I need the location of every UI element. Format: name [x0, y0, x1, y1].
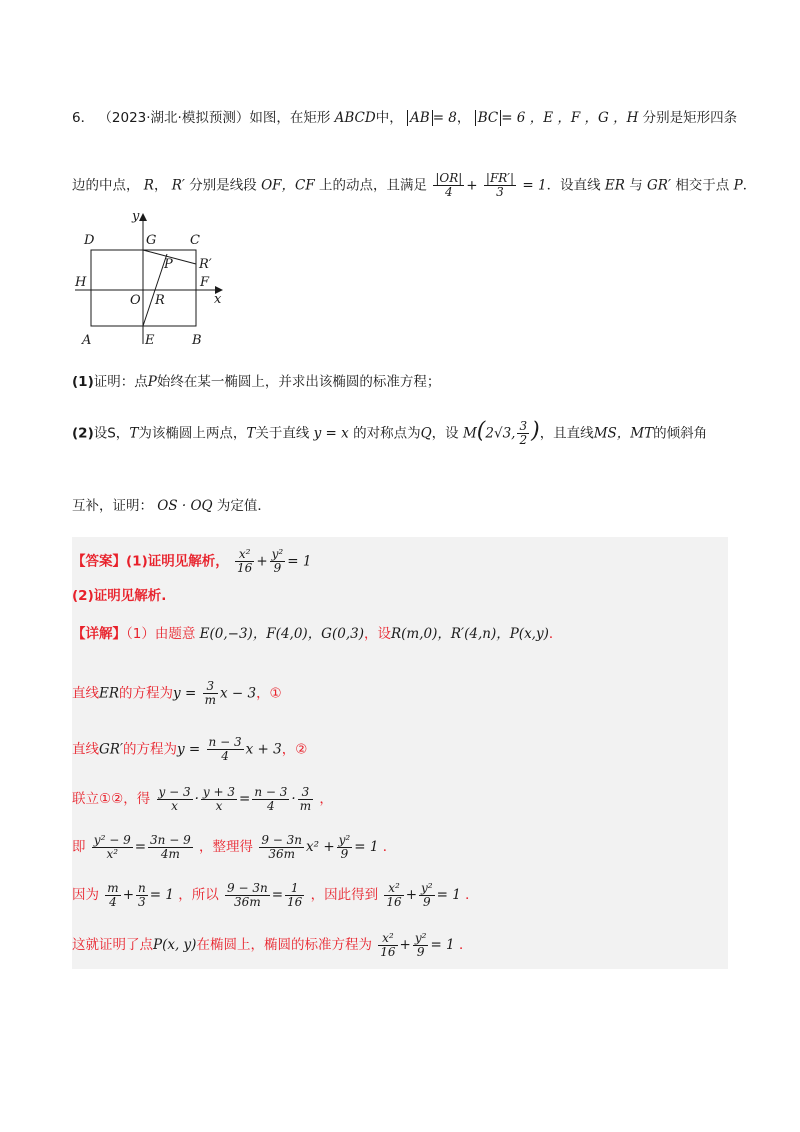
label-r-prime: R′: [199, 257, 212, 272]
math-p: ，P(x,y): [496, 626, 549, 642]
math-m-x: 2√3,: [485, 425, 516, 442]
math-q: Q: [420, 425, 432, 442]
fraction: $\frac{\text{y²}}{9}$: [414, 931, 427, 960]
fraction: $\frac{3}{2}$: [519, 419, 528, 448]
math-line: y = x: [313, 425, 349, 442]
label-f: F: [200, 275, 210, 290]
problem-text: 相交于点: [675, 177, 730, 194]
fraction: $\frac{\text{y²}}{9}$: [421, 881, 433, 910]
math-rp: R′: [171, 177, 185, 194]
part2-cont: [72, 496, 271, 516]
label-g: G: [146, 233, 157, 248]
fraction: $\frac{m}{4}$: [107, 881, 119, 910]
math-t: T: [129, 425, 139, 442]
problem-text: 为定值．: [216, 498, 271, 514]
fraction: $\frac{3n - 9}{4m}$: [150, 833, 191, 862]
math-p: P: [147, 374, 157, 390]
math-e: E(0,−3): [199, 626, 253, 642]
fraction: $\frac{9 - 3n}{36m}$: [261, 833, 302, 862]
math-er: ER: [604, 177, 625, 194]
problem-text: 的倾斜角: [653, 425, 708, 442]
problem-line-1: 6． （2023·湖北·模拟预测）如图，在矩形 ABCD中， AB = 8， BC = 6 ，E ，F ，G ，H 分别是矩形四条: [72, 110, 738, 126]
problem-text: 分别是线段: [189, 177, 257, 194]
math-eq: = 1: [287, 553, 312, 570]
fraction: $\frac{\text{y²}}{9}$: [271, 547, 284, 576]
fraction: $\frac{\text{y²}}{9}$: [338, 833, 351, 862]
fraction: $\frac{\text{x²}}{16}$: [237, 547, 253, 576]
math-eq6: = 6: [501, 110, 526, 126]
problem-text: 设S，: [93, 425, 130, 442]
detail-text: ．: [548, 626, 563, 642]
label-b: B: [192, 333, 202, 348]
problem-text: ，设: [431, 425, 459, 442]
math-p: P(x, y): [153, 937, 197, 954]
math-p: P: [733, 177, 743, 194]
problem-source: （2023·湖北·模拟预测）: [98, 110, 250, 126]
detail-tag: 【详解】: [72, 626, 126, 642]
math-cf: ，CF: [281, 177, 315, 194]
fraction: $\frac{n}{3}$: [138, 881, 146, 910]
problem-text: 如图，在矩形: [249, 110, 331, 126]
math-ab: AB: [407, 110, 433, 126]
label-r: R: [155, 293, 165, 308]
math-of: OF: [261, 177, 282, 194]
problem-text: 上的动点，且满足: [319, 177, 428, 194]
problem-text: 互补，证明：: [72, 498, 153, 514]
fraction: $\frac{\text{y² − 9}}{\text{x²}}$: [93, 833, 131, 862]
problem-text: 的对称点为: [353, 425, 421, 442]
fraction: $\frac{9 - 3n}{36m}$: [227, 881, 268, 910]
fraction: $\frac{n - 3}{4}$: [254, 785, 288, 814]
math-f: ，F(4,0): [252, 626, 308, 642]
math-eq1: = 1: [522, 177, 547, 194]
math-t: T: [246, 425, 256, 442]
label-e: E: [145, 333, 155, 348]
answer-line-1: 【答案】(1)证明见解析， $\frac{\text{x²}}{16}$ + $\frac{\text{y²}}{9}$ = 1: [72, 547, 312, 576]
detail-line-6: 因为 $\frac{m}{4}$ + $\frac{n}{3}$ = 1 ，所以 $\frac{9 - 3n}{36m}$ = $\frac{1}{16}$ ，因此得到 $\frac{\text{x²}}{16}$ + $\frac{\text{y²}}{9}$ = 1 ．: [72, 881, 479, 910]
label-h: H: [75, 275, 87, 290]
label-d: D: [84, 233, 95, 248]
math-gr: GR′: [99, 741, 124, 758]
problem-text: ．设直线: [546, 177, 601, 194]
problem-text: 为该椭圆上两点，: [138, 425, 247, 442]
problem-text: ，且直线: [539, 425, 594, 442]
label-o: O: [130, 293, 141, 308]
answer-line-2: [72, 586, 166, 606]
problem-text: 中，: [375, 110, 403, 126]
rectangle-figure: [72, 206, 242, 356]
math-grp: GR′: [647, 177, 672, 194]
math-er: ER: [99, 685, 120, 702]
fraction: $\frac{\text{x²}}{16}$: [386, 881, 402, 910]
part2: (2)设S，T为该椭圆上两点，T关于直线 y = x 的对称点为Q，设 M(2√3, $\frac{3}{2}$ )，且直线MS，MT的倾斜角: [72, 418, 708, 448]
fraction: $\frac{|FR'|}{3}$: [485, 171, 515, 200]
problem-number: 6．: [72, 110, 95, 126]
label-a: A: [82, 333, 92, 348]
detail-text: （1）由题意: [126, 626, 196, 642]
math-bc: BC: [475, 110, 502, 126]
math-ms: MS: [593, 425, 617, 442]
detail-line-7: 这就证明了点P(x, y)在椭圆上，椭圆的标准方程为 $\frac{\text{x²}}{16}$ + $\frac{\text{y²}}{9}$ = 1 ．: [72, 931, 473, 960]
math-vector-product: OS · OQ: [157, 498, 213, 514]
label-x: x: [214, 292, 222, 307]
fraction: $\frac{n - 3}{4}$: [208, 735, 242, 764]
part-label: (2): [72, 425, 94, 442]
math-g: ，G(0,3): [307, 626, 364, 642]
label-p: P: [164, 257, 173, 272]
problem-text: 关于直线: [255, 425, 310, 442]
fraction: $\frac{y + 3}{x}$: [202, 785, 236, 814]
answer-tag: 【答案】: [72, 553, 126, 570]
answer-text: (2)证明见解析.: [72, 588, 167, 604]
detail-line-4: 联立①②，得 $\frac{y - 3}{x}$ · $\frac{y + 3}{x}$ = $\frac{n - 3}{4}$ · $\frac{3}{m}$ ，: [72, 785, 333, 814]
problem-text: 始终在某一椭圆上，并求出该椭圆的标准方程；: [156, 374, 441, 390]
part1: [72, 372, 440, 392]
detail-line-3: 直线GR′的方程为y = $\frac{n - 3}{4}$ x + 3，②: [72, 735, 308, 764]
math-mt: ，MT: [616, 425, 654, 442]
math-eq8: = 8: [432, 110, 457, 126]
math-r: R(m,0): [390, 626, 438, 642]
math-m: M: [462, 425, 477, 442]
answer-text: (1)证明见解析，: [126, 553, 229, 570]
math-rect: ABCD: [334, 110, 376, 126]
detail-line-1: [72, 624, 562, 644]
detail-line-5: 即 $\frac{\text{y² − 9}}{\text{x²}}$ = $\frac{3n - 9}{4m}$ ，整理得 $\frac{9 - 3n}{36m}$ x² + $\frac{\text{y²}}{9}$ = 1 ．: [72, 833, 397, 862]
math-points: ，E ，F ，G ，H: [529, 110, 639, 126]
fraction: $\frac{|OR|}{4}$: [435, 171, 463, 200]
problem-text: ．: [742, 177, 757, 194]
detail-text: ，设: [363, 626, 391, 642]
problem-text: 分别是矩形四条: [642, 110, 738, 126]
fraction: $\frac{\text{x²}}{16}$: [380, 931, 396, 960]
problem-text: 证明：点: [93, 374, 148, 390]
problem-line-2: 边的中点， R， R′ 分别是线段 OF，CF 上的动点，且满足 $\frac{|OR|}{4}$ + $\frac{|FR'|}{3}$ = 1．设直线 ER 与 GR′ 相交于点 P．: [72, 171, 757, 200]
fraction: $\frac{y - 3}{x}$: [158, 785, 191, 814]
fraction: $\frac{1}{16}$: [287, 881, 303, 910]
label-c: C: [190, 233, 200, 248]
part-label: (1): [72, 374, 94, 390]
fraction: $\frac{3}{m}$: [204, 679, 216, 708]
problem-text: 边的中点，: [72, 177, 140, 194]
label-y: y: [132, 209, 140, 224]
detail-line-2: 直线ER的方程为y = $\frac{3}{m}$ x − 3，①: [72, 679, 282, 708]
math-rp: ，R′(4,n): [437, 626, 497, 642]
fraction: $\frac{3}{m}$: [299, 785, 312, 814]
problem-text: 与: [629, 177, 643, 194]
math-r: R: [143, 177, 154, 194]
